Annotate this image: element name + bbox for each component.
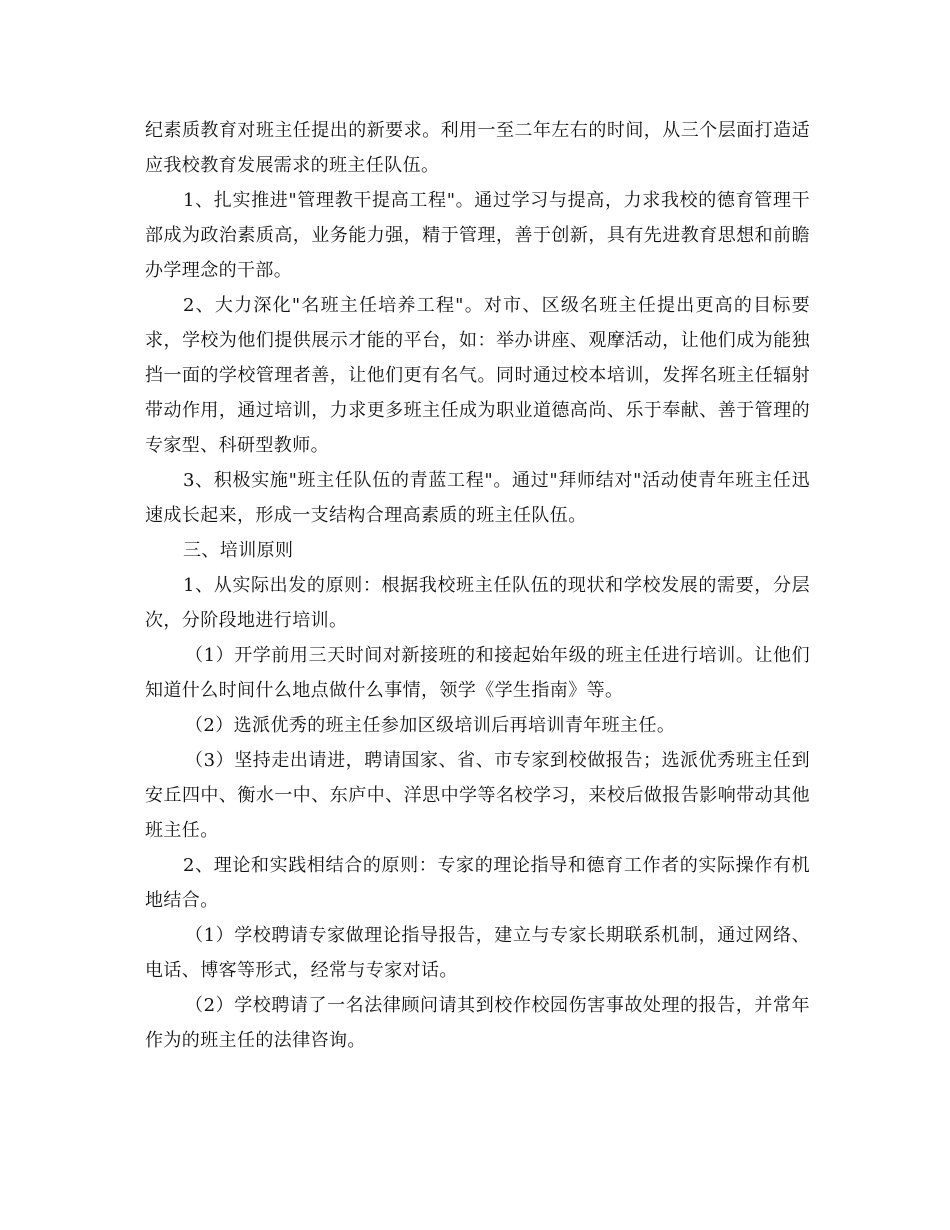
principle-2-sub-2: （2）学校聘请了一名法律顾问请其到校作校园伤害事故处理的报告，并常年作为的班主任的法律咨询。: [145, 995, 810, 1051]
principle-1-sub-3: （3）坚持走出请进，聘请国家、省、市专家到校做报告；选派优秀班主任到安丘四中、衡水一中、东庐中、洋思中学等名校学习，来校后做报告影响带动其他班主任。: [145, 750, 810, 841]
principle-2-sub-1: （1）学校聘请专家做理论指导报告，建立与专家长期联系机制，通过网络、电话、博客等形式，经常与专家对话。: [145, 925, 810, 981]
principle-2: 2、理论和实践相结合的原则：专家的理论指导和德育工作者的实际操作有机地结合。: [145, 855, 810, 911]
principle-1-sub-2: （2）选派优秀的班主任参加区级培训后再培训青年班主任。: [185, 715, 676, 736]
paragraph-continuation: 纪素质教育对班主任提出的新要求。利用一至二年左右的时间，从三个层面打造适应我校教育发展需求的班主任队伍。: [145, 120, 810, 176]
paragraph-item-3: 3、积极实施"班主任队伍的青蓝工程"。通过"拜师结对"活动使青年班主任迅速成长起来，形成一支结构合理高素质的班主任队伍。: [145, 470, 810, 526]
paragraph-item-2: 2、大力深化"名班主任培养工程"。对市、区级名班主任提出更高的目标要求，学校为他们提供展示才能的平台，如：举办讲座、观摩活动，让他们成为能独挡一面的学校管理者善，让他们更有名气。同时通过校本培训，发挥名班主任辐射带动作用，通过培训，力求更多班主任成为职业道德高尚、乐于奉献、善于管理的专家型、科研型教师。: [145, 295, 810, 456]
paragraph-item-1: 1、扎实推进"管理教干提高工程"。通过学习与提高，力求我校的德育管理干部成为政治素质高，业务能力强，精于管理，善于创新，具有先进教育思想和前瞻办学理念的干部。: [145, 190, 810, 281]
document-body: [145, 113, 810, 1058]
section-heading-training-principles: 三、培训原则: [183, 540, 294, 561]
principle-1-sub-1: （1）开学前用三天时间对新接班的和接起始年级的班主任进行培训。让他们知道什么时间什么地点做什么事情，领学《学生指南》等。: [145, 645, 810, 701]
principle-1: 1、从实际出发的原则：根据我校班主任队伍的现状和学校发展的需要，分层次，分阶段地进行培训。: [145, 575, 810, 631]
